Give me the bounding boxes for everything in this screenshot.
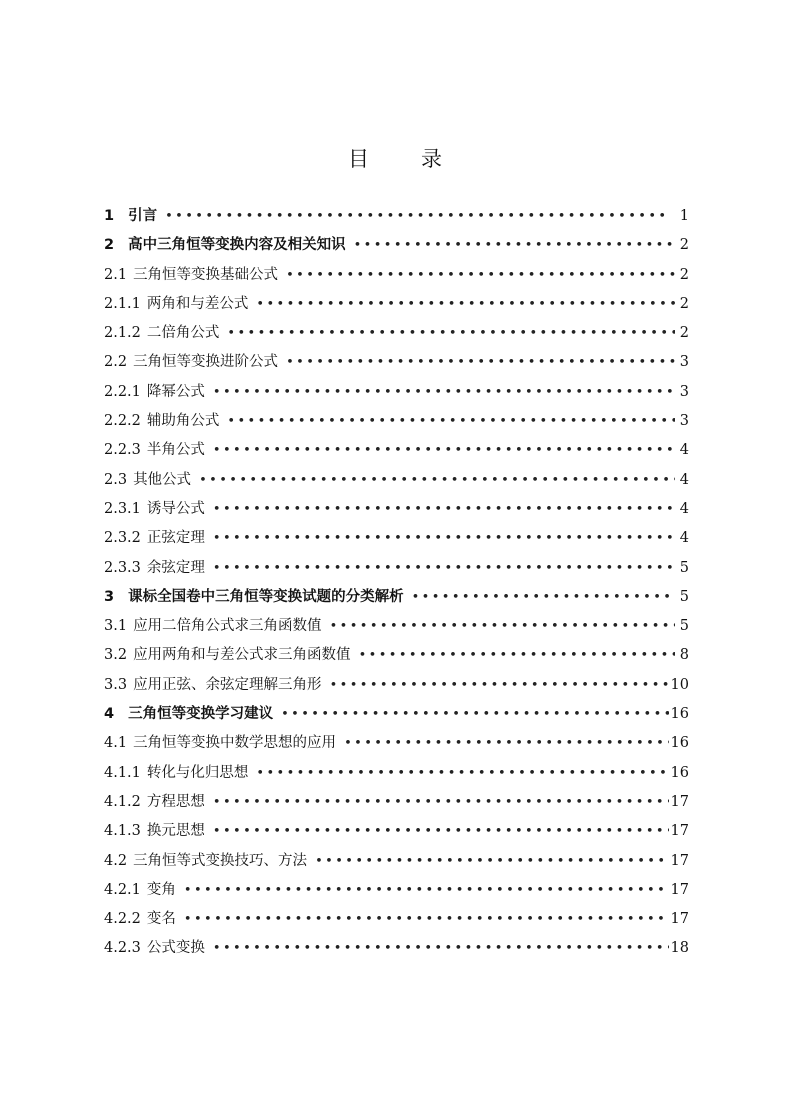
toc-section-number: 2 bbox=[104, 237, 115, 254]
toc-entry[interactable] bbox=[104, 700, 689, 729]
toc-entry[interactable] bbox=[104, 466, 689, 495]
toc-entry-label bbox=[104, 583, 412, 612]
dot-leader bbox=[213, 524, 675, 553]
toc-section-number: 4.1.2 bbox=[104, 793, 141, 810]
toc-entry-label bbox=[104, 524, 213, 553]
toc-entry-label bbox=[104, 934, 213, 963]
toc-page-number: 2 bbox=[679, 266, 689, 283]
toc-entry-label bbox=[104, 554, 213, 583]
toc-section-title: 三角恒等式变换技巧、方法 bbox=[133, 852, 308, 869]
dot-leader bbox=[256, 759, 668, 788]
toc-entry-label bbox=[104, 319, 227, 348]
toc-section-number: 4.1 bbox=[104, 735, 128, 752]
toc-section-title: 二倍角公式 bbox=[146, 325, 220, 342]
toc-entry[interactable] bbox=[104, 729, 689, 758]
toc-page-number: 2 bbox=[679, 237, 689, 254]
toc-entry[interactable] bbox=[104, 817, 689, 846]
toc-section-number: 2.1.1 bbox=[104, 295, 141, 312]
toc-section-title: 应用两角和与差公式求三角函数值 bbox=[133, 647, 351, 664]
toc-page-number: 2 bbox=[679, 325, 689, 342]
toc-section-number: 3 bbox=[104, 588, 115, 605]
toc-entry-label bbox=[104, 261, 286, 290]
toc-entry[interactable] bbox=[104, 934, 689, 963]
toc-page-number: 17 bbox=[670, 823, 689, 840]
toc-section-number: 2.1.2 bbox=[104, 325, 141, 342]
toc-page-number: 3 bbox=[679, 383, 689, 400]
toc-entry[interactable] bbox=[104, 612, 689, 641]
toc-entry-label bbox=[104, 700, 281, 729]
toc-page-number: 18 bbox=[670, 940, 689, 957]
toc-page-number: 10 bbox=[670, 676, 689, 693]
toc-entry[interactable] bbox=[104, 876, 689, 905]
toc-entry-label bbox=[104, 641, 359, 670]
toc-section-number: 4.2.1 bbox=[104, 881, 141, 898]
toc-page-number: 17 bbox=[670, 911, 689, 928]
toc-heading-char-2: 录 bbox=[421, 147, 442, 171]
toc-entry[interactable] bbox=[104, 554, 689, 583]
toc-section-title: 引言 bbox=[128, 208, 158, 224]
toc-entry[interactable] bbox=[104, 231, 689, 260]
toc-section-title: 应用正弦、余弦定理解三角形 bbox=[133, 676, 322, 693]
dot-leader bbox=[286, 348, 675, 377]
toc-section-number: 2.3.3 bbox=[104, 559, 141, 576]
toc-section-number: 2.2.1 bbox=[104, 383, 141, 400]
toc-section-title: 三角恒等变换基础公式 bbox=[133, 266, 279, 283]
toc-entry[interactable] bbox=[104, 524, 689, 553]
toc-page-number: 4 bbox=[679, 500, 689, 517]
dot-leader bbox=[184, 876, 669, 905]
toc-section-number: 3.1 bbox=[104, 618, 128, 635]
toc-page-number: 16 bbox=[670, 735, 689, 752]
toc-section-number: 3.2 bbox=[104, 647, 128, 664]
toc-section-number: 3.3 bbox=[104, 676, 128, 693]
toc-entry[interactable] bbox=[104, 319, 689, 348]
toc-entry-label bbox=[104, 202, 165, 231]
toc-section-title: 变名 bbox=[146, 911, 176, 928]
dot-leader bbox=[213, 934, 669, 963]
dot-leader bbox=[315, 847, 668, 876]
toc-section-title: 应用二倍角公式求三角函数值 bbox=[133, 618, 322, 635]
table-of-contents bbox=[104, 202, 689, 964]
toc-section-title: 课标全国卷中三角恒等变换试题的分类解析 bbox=[128, 588, 404, 605]
toc-entry[interactable] bbox=[104, 905, 689, 934]
toc-section-number: 2.3.1 bbox=[104, 500, 141, 517]
toc-entry-label bbox=[104, 729, 344, 758]
toc-section-number: 2.2.3 bbox=[104, 442, 141, 459]
toc-page-number: 3 bbox=[679, 354, 689, 371]
toc-entry-label bbox=[104, 407, 227, 436]
toc-section-title: 方程思想 bbox=[146, 793, 205, 810]
toc-entry[interactable] bbox=[104, 847, 689, 876]
toc-entry-label bbox=[104, 671, 330, 700]
dot-leader bbox=[213, 554, 675, 583]
toc-section-number: 4.2.2 bbox=[104, 911, 141, 928]
toc-entry-label bbox=[104, 847, 315, 876]
toc-entry-label bbox=[104, 612, 330, 641]
toc-section-number: 2.2.2 bbox=[104, 413, 141, 430]
toc-entry[interactable] bbox=[104, 641, 689, 670]
dot-leader bbox=[330, 671, 669, 700]
toc-section-number: 4 bbox=[104, 706, 115, 723]
toc-section-number: 2.3.2 bbox=[104, 530, 141, 547]
toc-section-number: 2.1 bbox=[104, 266, 128, 283]
dot-leader bbox=[344, 729, 668, 758]
toc-section-title: 降幂公式 bbox=[146, 383, 205, 400]
dot-leader bbox=[281, 700, 668, 729]
toc-entry-label bbox=[104, 759, 256, 788]
toc-section-title: 三角恒等变换学习建议 bbox=[128, 706, 274, 723]
toc-entry[interactable] bbox=[104, 788, 689, 817]
toc-page-number: 4 bbox=[679, 471, 689, 488]
toc-section-title: 其他公式 bbox=[133, 471, 192, 488]
toc-entry-label bbox=[104, 876, 184, 905]
toc-section-title: 变角 bbox=[146, 881, 176, 898]
toc-page-number: 5 bbox=[679, 618, 689, 635]
toc-section-number: 4.1.1 bbox=[104, 764, 141, 781]
dot-leader bbox=[184, 905, 669, 934]
dot-leader bbox=[165, 202, 675, 231]
toc-page-number: 2 bbox=[679, 295, 689, 312]
toc-entry-label bbox=[104, 231, 354, 260]
toc-entry-label bbox=[104, 817, 213, 846]
toc-entry[interactable] bbox=[104, 290, 689, 319]
dot-leader bbox=[213, 495, 675, 524]
toc-page-number: 8 bbox=[679, 647, 689, 664]
toc-page-number: 16 bbox=[670, 764, 689, 781]
toc-section-title: 正弦定理 bbox=[146, 530, 205, 547]
toc-page-number: 1 bbox=[679, 208, 689, 224]
dot-leader bbox=[213, 378, 675, 407]
toc-entry[interactable] bbox=[104, 759, 689, 788]
toc-section-title: 两角和与差公式 bbox=[146, 295, 249, 312]
toc-entry[interactable] bbox=[104, 436, 689, 465]
toc-section-number: 4.2 bbox=[104, 852, 128, 869]
dot-leader bbox=[359, 641, 675, 670]
toc-page-number: 5 bbox=[679, 588, 689, 605]
toc-section-number: 4.1.3 bbox=[104, 823, 141, 840]
toc-entry-label bbox=[104, 436, 213, 465]
toc-page-number: 4 bbox=[679, 442, 689, 459]
toc-entry-label bbox=[104, 348, 286, 377]
toc-heading-char-1: 目 bbox=[348, 147, 369, 171]
toc-section-title: 三角恒等变换中数学思想的应用 bbox=[133, 735, 337, 752]
toc-entry-label bbox=[104, 378, 213, 407]
toc-section-title: 辅助角公式 bbox=[146, 413, 220, 430]
toc-page-number: 5 bbox=[679, 559, 689, 576]
toc-section-title: 换元思想 bbox=[146, 823, 205, 840]
dot-leader bbox=[227, 319, 675, 348]
toc-entry[interactable] bbox=[104, 378, 689, 407]
toc-section-title: 转化与化归思想 bbox=[146, 764, 249, 781]
dot-leader bbox=[286, 261, 675, 290]
toc-page-number: 16 bbox=[670, 706, 689, 723]
toc-section-number: 2.2 bbox=[104, 354, 128, 371]
toc-entry[interactable] bbox=[104, 407, 689, 436]
toc-section-title: 高中三角恒等变换内容及相关知识 bbox=[128, 237, 346, 254]
dot-leader bbox=[213, 817, 669, 846]
toc-entry[interactable] bbox=[104, 671, 689, 700]
toc-entry-label bbox=[104, 290, 256, 319]
dot-leader bbox=[256, 290, 675, 319]
toc-entry-label bbox=[104, 466, 199, 495]
toc-section-number: 2.3 bbox=[104, 471, 128, 488]
dot-leader bbox=[213, 788, 669, 817]
toc-entry[interactable] bbox=[104, 202, 689, 231]
toc-section-title: 诱导公式 bbox=[146, 500, 205, 517]
toc-entry[interactable] bbox=[104, 495, 689, 524]
dot-leader bbox=[354, 231, 675, 260]
toc-section-number: 4.2.3 bbox=[104, 940, 141, 957]
toc-entry[interactable] bbox=[104, 261, 689, 290]
toc-heading bbox=[0, 143, 790, 173]
toc-section-title: 三角恒等变换进阶公式 bbox=[133, 354, 279, 371]
toc-entry[interactable] bbox=[104, 583, 689, 612]
dot-leader bbox=[213, 436, 675, 465]
toc-section-title: 余弦定理 bbox=[146, 559, 205, 576]
toc-section-title: 公式变换 bbox=[146, 940, 205, 957]
toc-page-number: 17 bbox=[670, 852, 689, 869]
toc-entry[interactable] bbox=[104, 348, 689, 377]
toc-page-number: 3 bbox=[679, 413, 689, 430]
dot-leader bbox=[199, 466, 675, 495]
dot-leader bbox=[227, 407, 675, 436]
toc-section-number: 1 bbox=[104, 208, 115, 224]
toc-entry-label bbox=[104, 905, 184, 934]
toc-page-number: 4 bbox=[679, 530, 689, 547]
toc-page-number: 17 bbox=[670, 793, 689, 810]
dot-leader bbox=[330, 612, 675, 641]
toc-section-title: 半角公式 bbox=[146, 442, 205, 459]
toc-entry-label bbox=[104, 495, 213, 524]
dot-leader bbox=[412, 583, 675, 612]
toc-page-number: 17 bbox=[670, 881, 689, 898]
toc-entry-label bbox=[104, 788, 213, 817]
